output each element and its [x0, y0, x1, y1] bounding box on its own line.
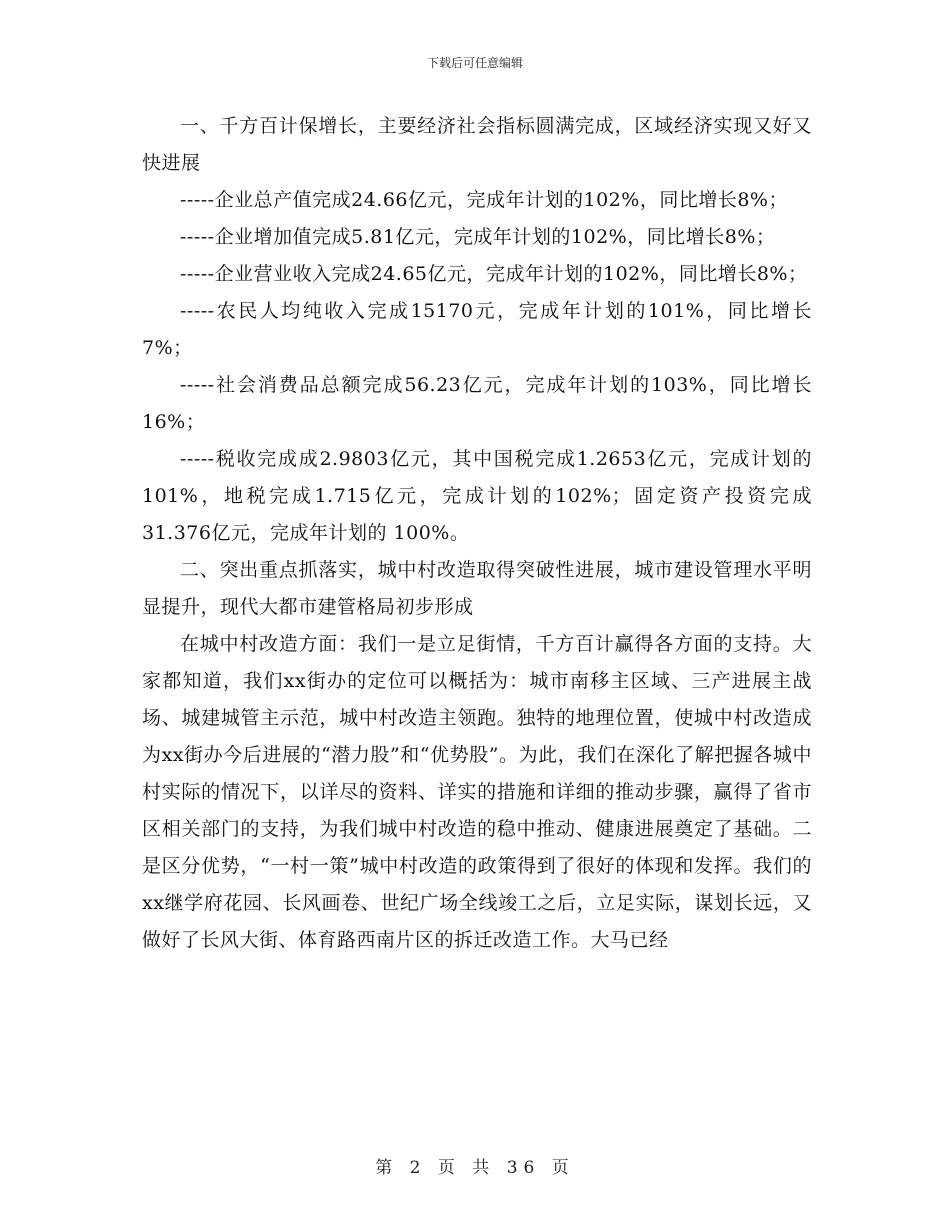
page-header-note: 下载后可任意编辑: [426, 56, 523, 70]
stat-item-revenue: -----企业营业收入完成24.65亿元，完成年计划的102%，同比增长8%；: [180, 263, 808, 285]
stat-item-output: -----企业总产值完成24.66亿元，完成年计划的102%，同比增长8%；: [180, 189, 788, 211]
document-body: [142, 108, 812, 959]
page-number-footer: 第 2 页 共 36 页: [375, 1158, 575, 1178]
stat-item-tax: -----税收完成成2.9803亿元，其中国税完成1.2653亿元，完成计划的101%，地税完成1.715亿元，完成计划的102%；固定资产投资完成 31.376亿元，完成年计划的 100%。: [142, 448, 812, 544]
section-heading-1: 一、千方百计保增长，主要经济社会指标圆满完成，区域经济实现又好又快进展: [142, 115, 812, 174]
stat-item-farmer-income: -----农民人均纯收入完成15170元，完成年计划的101%，同比增长7%；: [142, 300, 812, 359]
section-heading-2: 二、突出重点抓落实，城中村改造取得突破性进展，城市建设管理水平明显提升，现代大都市建管格局初步形成: [142, 559, 812, 618]
stat-item-consumer-goods: -----社会消费品总额完成56.23亿元，完成年计划的103%，同比增长16%；: [142, 374, 812, 433]
stat-item-added-value: -----企业增加值完成5.81亿元，完成年计划的102%，同比增长8%；: [180, 226, 776, 248]
body-paragraph-village-renovation: 在城中村改造方面：我们一是立足街情，千方百计赢得各方面的支持。大家都知道，我们xx街办的定位可以概括为：城市南移主区域、三产进展主战场、城建城管主示范，城中村改造主领跑。独特的地理位置，使城中村改造成为xx街办今后进展的“潜力股”和“优势股”。为此，我们在深化了解把握各城中村实际的情况下，以详尽的资料、详实的措施和详细的推动步骤，赢得了省市区相关部门的支持，为我们城中村改造的稳中推动、健康进展奠定了基础。二是区分优势，“一村一策”城中村改造的政策得到了很好的体现和发挥。我们的xx继学府花园、长风画卷、世纪广场全线竣工之后，立足实际，谋划长远，又做好了长风大街、体育路西南片区的拆迁改造工作。大马已经: [142, 633, 812, 951]
